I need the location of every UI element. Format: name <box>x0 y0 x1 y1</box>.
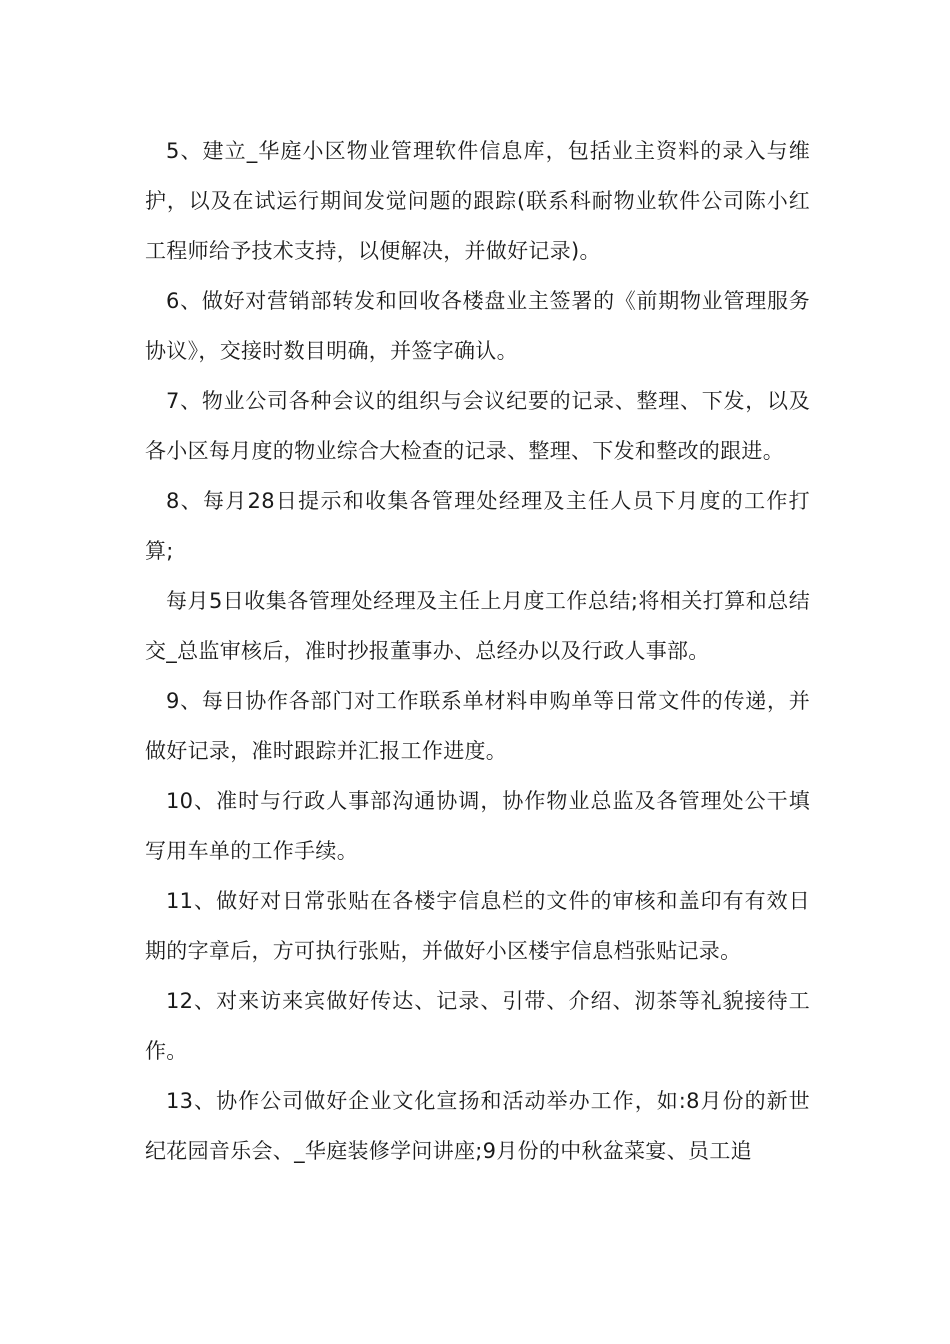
paragraph-item-10: 10、准时与行政人事部沟通协调，协作物业总监及各管理处公干填写用车单的工作手续。 <box>145 789 810 863</box>
paragraph-item-6: 6、做好对营销部转发和回收各楼盘业主签署的《前期物业管理服务协议》，交接时数目明确，并签字确认。 <box>145 289 810 363</box>
paragraph-item-11: 11、做好对日常张贴在各楼宇信息栏的文件的审核和盖印有有效日期的字章后，方可执行张贴，并做好小区楼宇信息档张贴记录。 <box>145 889 810 963</box>
paragraph-item-8-continued: 每月5日收集各管理处经理及主任上月度工作总结;将相关打算和总结交_总监审核后，准时抄报董事办、总经办以及行政人事部。 <box>145 589 810 663</box>
paragraph-item-5: 5、建立_华庭小区物业管理软件信息库，包括业主资料的录入与维护，以及在试运行期间发觉问题的跟踪(联系科耐物业软件公司陈小红工程师给予技术支持，以便解决，并做好记录)。 <box>145 139 810 263</box>
paragraph-item-7: 7、物业公司各种会议的组织与会议纪要的记录、整理、下发，以及各小区每月度的物业综合大检查的记录、整理、下发和整改的跟进。 <box>145 389 810 463</box>
paragraph-item-8: 8、每月28日提示和收集各管理处经理及主任人员下月度的工作打算; <box>145 489 810 563</box>
paragraph-item-12: 12、对来访来宾做好传达、记录、引带、介绍、沏茶等礼貌接待工作。 <box>145 989 810 1063</box>
paragraph-item-9: 9、每日协作各部门对工作联系单材料申购单等日常文件的传递，并做好记录，准时跟踪并汇报工作进度。 <box>145 689 810 763</box>
document-body <box>145 126 810 1176</box>
paragraph-item-13: 13、协作公司做好企业文化宣扬和活动举办工作，如:8月份的新世纪花园音乐会、_华庭装修学问讲座;9月份的中秋盆菜宴、员工追 <box>145 1089 810 1163</box>
